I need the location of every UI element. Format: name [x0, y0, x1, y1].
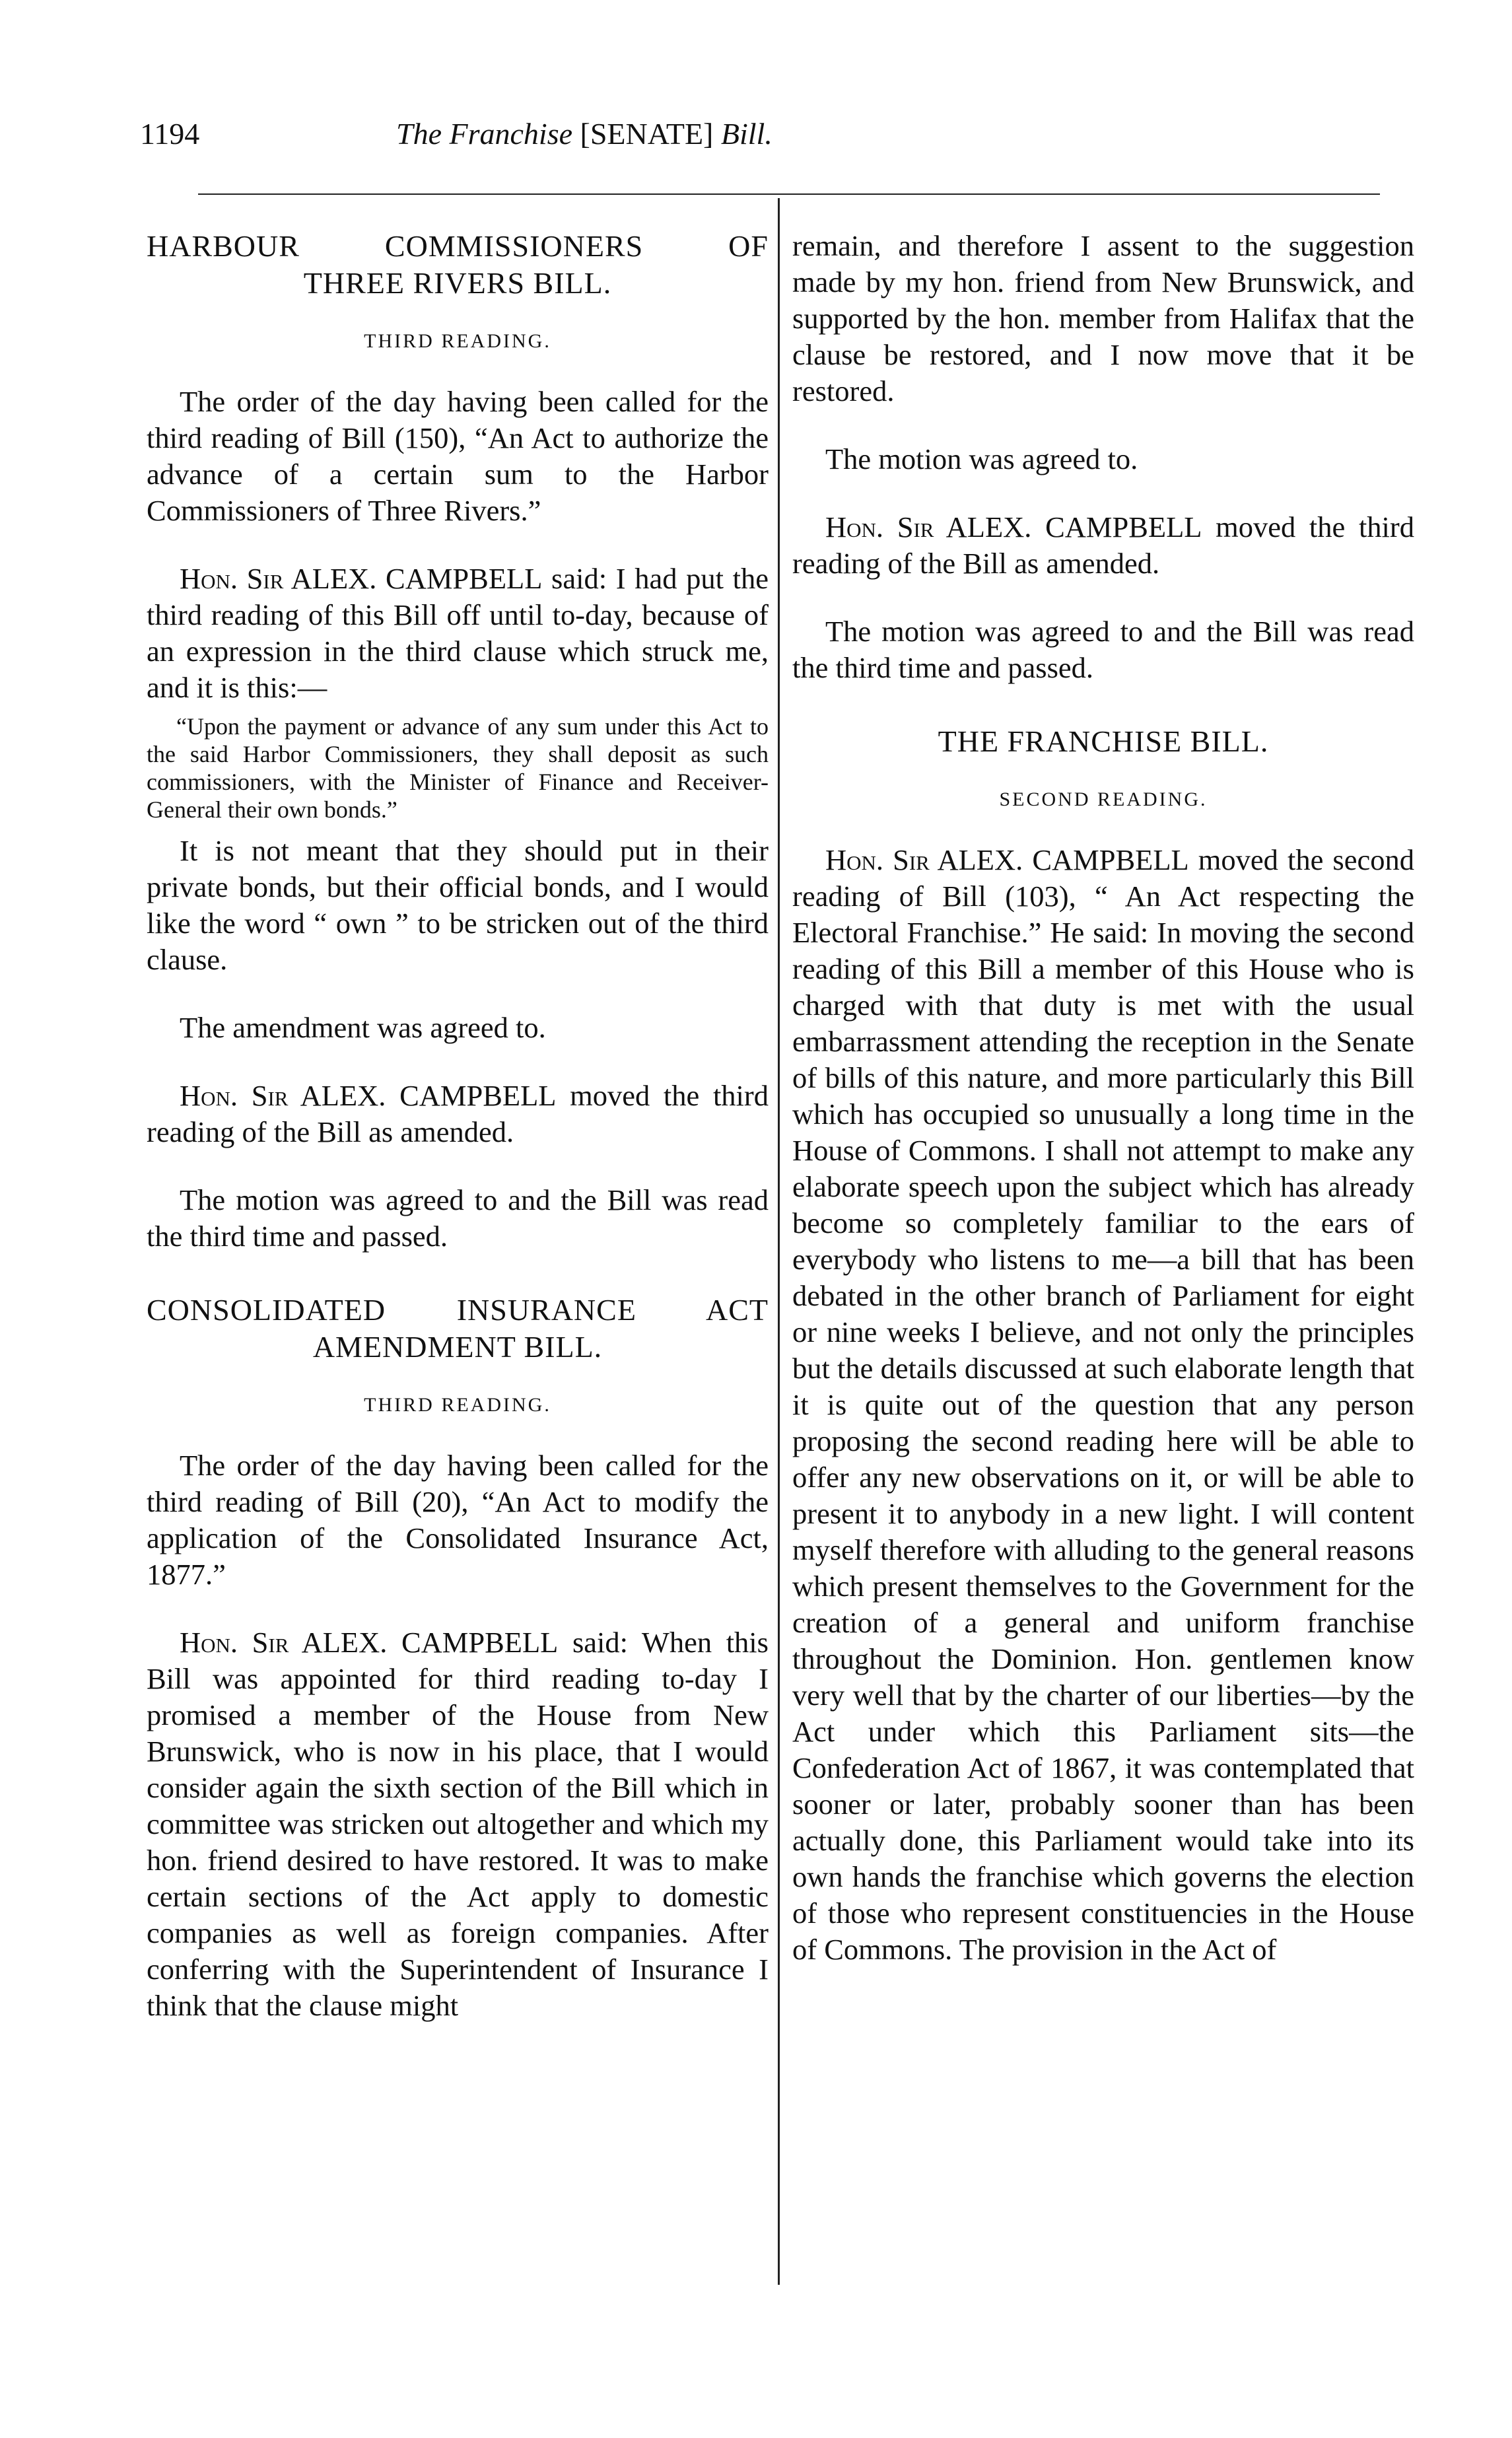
section-title-line2: THREE RIVERS BILL. — [303, 266, 612, 300]
header-rule — [198, 193, 1380, 195]
speaker-name: Hon. Sir ALEX. CAMPBELL — [180, 562, 543, 595]
paragraph-continued: remain, and therefore I assent to the suggestion made by my hon. friend from New Brunswick, and supported by the hon. member from Halifax that the clause be restored, and I now move that it be restored. — [792, 229, 1414, 407]
running-head-bill: Bill. — [720, 117, 773, 151]
right-column — [792, 228, 1414, 2000]
paragraph: The motion was agreed to. — [825, 442, 1138, 475]
page-number: 1194 — [140, 117, 200, 151]
section-title-harbour — [147, 228, 769, 302]
paragraph: It is not meant that they should put in their private bonds, but their official bonds, and I would like the word “ own ” to be stricken out of the third clause. — [147, 834, 769, 976]
paragraph: The order of the day having been called for the third reading of Bill (150), “An Act to authorize the advance of a certain sum to the Harbor Commissioners of Three Rivers.” — [147, 385, 769, 527]
running-head — [396, 111, 773, 157]
section-subtitle: SECOND READING. — [999, 788, 1208, 810]
speaker-name: Hon. Sir ALEX. CAMPBELL — [180, 1626, 559, 1659]
section-title-line2: AMENDMENT BILL. — [312, 1330, 603, 1364]
speech-text: moved the second reading of Bill (103), “ An Act respecting the Electoral Franchise.” He said: In moving the second reading of this Bill a member of this House who is charged with that duty is met with the usual embarrassment attending the reception in the Senate of bills of this nature, and more particularly this Bill which has occupied so unusually a long time in the House of Commons. I shall not attempt to make any elaborate speech upon the subject which has already become so completely familiar to the ears of everybody who listens to me—a bill that has been debated in the other branch of Parliament for eight or nine weeks I believe, and not only the principles but the details discussed at such elaborate length that it is quite out of the question that any person proposing the second reading here will be able to offer any new observations on it, or will be able to present it to anybody in a new light. I will content myself therefore with alluding to the general reasons which present themselves to the Government for the creation of a general and uniform franchise throughout the Dominion. Hon. gentlemen know very well that by the charter of our liberties—by the Act under which this Parliament sits—the Confederation Act of 1867, it was contemplated that sooner or later, probably sooner than has been actually done, this Parliament would take into its own hands the franchise which governs the election of those who represent constituencies in the House of Commons. The provision in the Act of — [792, 843, 1414, 1966]
paragraph: The motion was agreed to and the Bill was read the third time and passed. — [792, 615, 1414, 684]
column-divider — [778, 198, 780, 2285]
section-title-franchise: THE FRANCHISE BILL. — [938, 724, 1269, 758]
speech-paragraph — [147, 561, 769, 706]
section-subtitle: THIRD READING. — [364, 1394, 551, 1416]
page-header — [140, 111, 1394, 157]
running-head-chamber: [SENATE] — [580, 117, 714, 151]
speech-paragraph — [147, 1624, 769, 2024]
speech-text: said: I had put the third reading of this Bill off until to-day, because of an expression in the third clause which struck me, and it is this:— — [147, 562, 769, 704]
speaker-name: Hon. Sir ALEX. CAMPBELL — [825, 510, 1202, 543]
speech-text: moved the third reading of the Bill as amended. — [792, 510, 1414, 580]
section-title-insurance — [147, 1292, 769, 1366]
section-title-line1: CONSOLIDATED INSURANCE ACT — [147, 1293, 769, 1327]
paragraph: The motion was agreed to and the Bill was read the third time and passed. — [147, 1183, 769, 1253]
left-column — [147, 228, 769, 2056]
speech-text: moved the third reading of the Bill as amended. — [147, 1079, 769, 1148]
speech-paragraph — [792, 842, 1414, 1968]
paragraph: The amendment was agreed to. — [180, 1011, 546, 1044]
quoted-clause: “Upon the payment or advance of any sum under this Act to the said Harbor Commissioners, they shall deposit as such commissioners, with the Minister of Finance and Receiver-General their own bonds.” — [147, 713, 769, 823]
speaker-name: Hon. Sir ALEX. CAMPBELL — [180, 1079, 557, 1112]
speech-text: said: When this Bill was appointed for third reading to-day I promised a member of the House from New Brunswick, who is now in his place, that I would consider again the sixth section of the Bill which in committee was stricken out altogether and which my hon. friend desired to have restored. It was to make certain sections of the Act apply to domestic companies as well as foreign companies. After conferring with the Superintendent of Insurance I think that the clause might — [147, 1626, 769, 2022]
paragraph: The order of the day having been called for the third reading of Bill (20), “An Act to modify the application of the Consolidated Insurance Act, 1877.” — [147, 1449, 769, 1591]
running-head-title: The Franchise — [396, 117, 573, 151]
speaker-name: Hon. Sir ALEX. CAMPBELL — [825, 843, 1189, 876]
section-title-line1: HARBOUR COMMISSIONERS OF — [147, 229, 769, 263]
section-subtitle: THIRD READING. — [364, 330, 551, 352]
speech-paragraph — [792, 509, 1414, 582]
speech-paragraph — [147, 1078, 769, 1150]
